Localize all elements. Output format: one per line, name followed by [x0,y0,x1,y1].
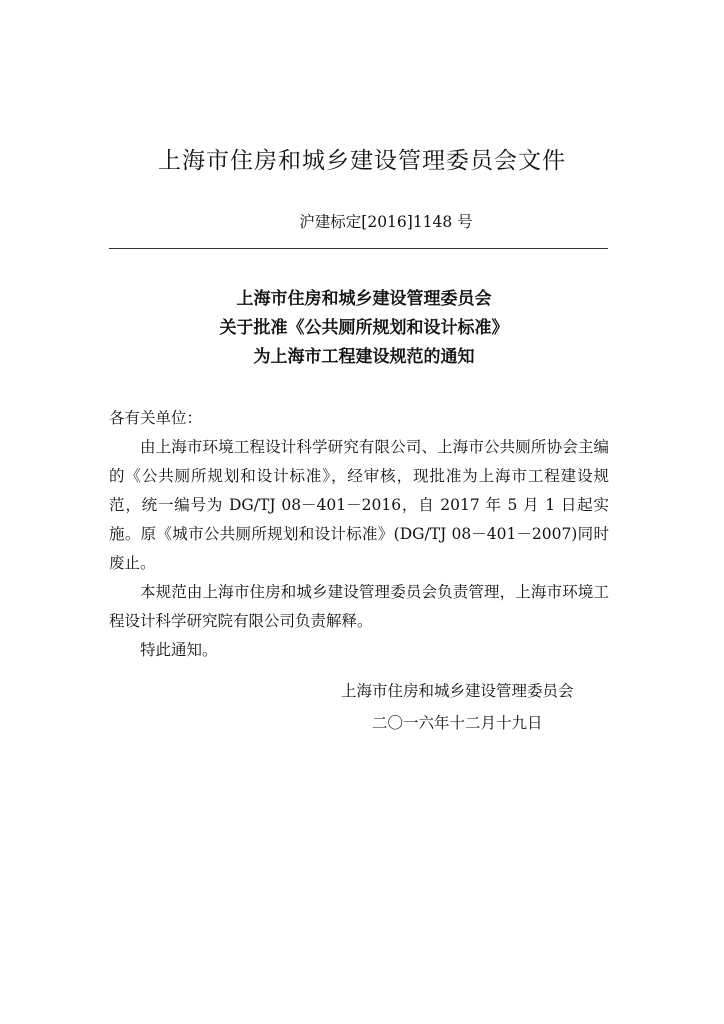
notice-title [0,285,724,372]
document-number: 沪建标定[2016]1148 号 [299,213,473,231]
notice-title-line-2: 关于批准《公共厕所规划和设计标准》 [219,318,509,338]
notice-title-line-3: 为上海市工程建设规范的通知 [253,347,475,367]
body-paragraph-1: 由上海市环境工程设计科学研究有限公司、上海市公共厕所协会主编的《公共厕所规划和设计标准》，经审核，现批准为上海市工程建设规范，统一编号为 DG/TJ 08－401－2016，自 2017 年 5 月 1 日起实施。原《城市公共厕所规划和设计标准》(DG/TJ 08－401－2007)同时废止。 [109,438,609,572]
body-paragraph-2: 本规范由上海市住房和城乡建设管理委员会负责管理，上海市环境工程设计科学研究院有限公司负责解释。 [109,583,609,630]
signing-date: 二〇一六年十二月十九日 [372,714,543,732]
header-divider [109,248,608,249]
salutation: 各有关单位： [109,409,203,427]
agency-document-title: 上海市住房和城乡建设管理委员会文件 [158,148,566,174]
notice-body [109,404,609,665]
notice-title-line-1: 上海市住房和城乡建设管理委员会 [236,289,492,309]
body-paragraph-3: 特此通知。 [140,641,218,659]
signing-organization: 上海市住房和城乡建设管理委员会 [341,682,574,700]
